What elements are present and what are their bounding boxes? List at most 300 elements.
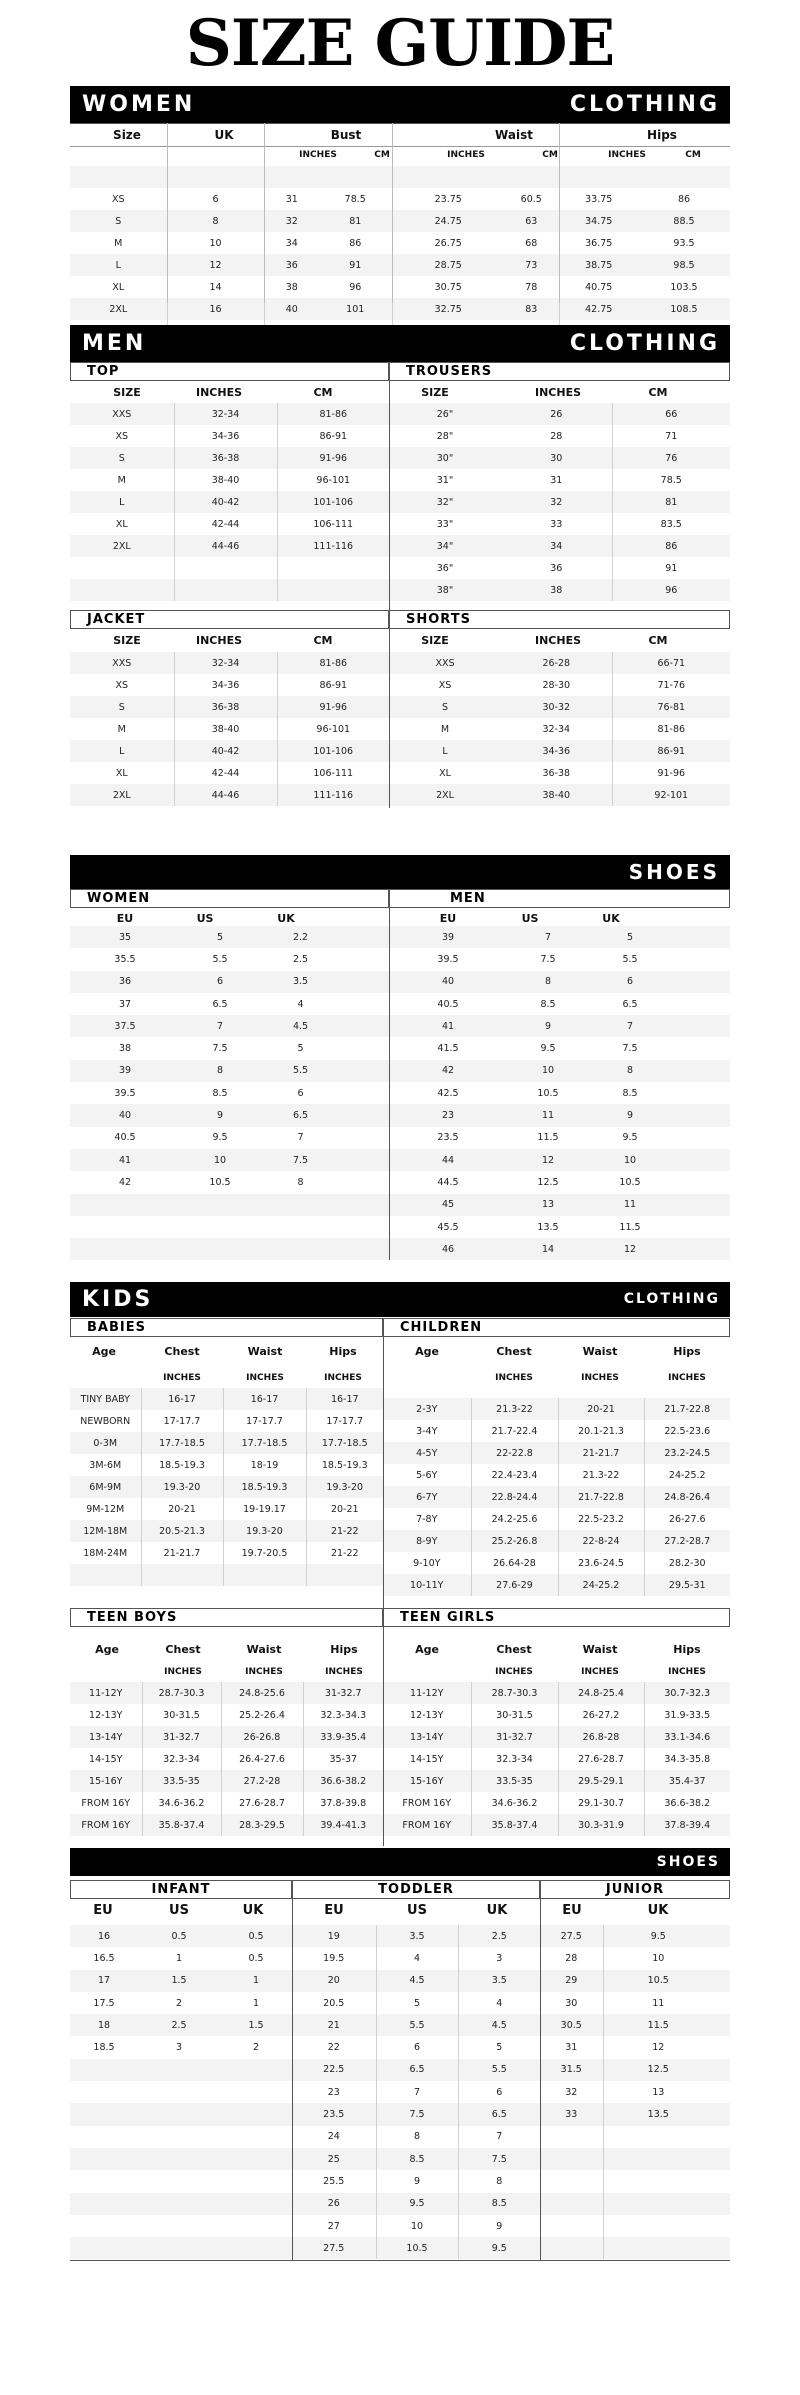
table-cell: 7 <box>297 1132 304 1144</box>
table-cell <box>540 2148 603 2170</box>
table-cell: FROM 16Y <box>402 1797 452 1809</box>
table-row <box>292 2215 540 2237</box>
table-cell: 34-36 <box>174 674 277 696</box>
table-cell: 25.2-26.4 <box>221 1704 303 1726</box>
table-row <box>70 513 389 535</box>
table-cell: 91-96 <box>612 762 730 784</box>
table-cell <box>713 2059 730 2081</box>
table-cell: 36 <box>70 971 180 993</box>
table-cell: 31-32.7 <box>471 1726 558 1748</box>
table-cell: 4 <box>297 998 304 1010</box>
table-row <box>70 1520 383 1542</box>
teen-boys-headers <box>70 1643 383 1657</box>
table-row <box>70 2036 292 2058</box>
table-cell: 1.5 <box>138 1970 220 1992</box>
table-cell: 30 <box>565 1997 578 2009</box>
table-cell: 18 <box>70 2014 138 2036</box>
table-cell: 26-27.6 <box>644 1508 730 1530</box>
table-row <box>389 718 730 740</box>
header-chest: Chest <box>496 1643 532 1656</box>
table-row <box>389 784 730 806</box>
table-row <box>70 1792 383 1814</box>
table-cell: 17.5 <box>93 1997 115 2009</box>
table-cell: 16-17 <box>306 1388 383 1410</box>
table-cell: 13 <box>507 1194 589 1216</box>
table-cell: 7.5 <box>622 1043 638 1055</box>
table-row <box>70 2148 292 2170</box>
table-cell: 19 <box>292 1925 376 1947</box>
table-cell: 8.5 <box>376 2148 458 2170</box>
table-cell: 9 <box>507 1015 589 1037</box>
table-cell: 9.5 <box>376 2193 458 2215</box>
table-cell: 38 <box>118 1043 132 1055</box>
table-cell <box>504 166 559 188</box>
table-row <box>70 1432 383 1454</box>
table-cell: 71-76 <box>612 674 730 696</box>
table-cell: 81-86 <box>612 718 730 740</box>
table-cell <box>540 2126 603 2148</box>
table-cell: 23.5 <box>292 2103 376 2125</box>
table-cell: 25.2-26.8 <box>471 1530 558 1552</box>
table-cell: 9.5 <box>458 2237 540 2259</box>
table-cell: 1 <box>252 1997 260 2009</box>
table-cell: 5.5 <box>376 2014 458 2036</box>
table-cell: 2XL <box>70 535 174 557</box>
men-bar-label: MEN <box>82 331 147 356</box>
table-cell: 42.75 <box>559 298 638 320</box>
page-title: SIZE GUIDE <box>185 6 615 81</box>
table-cell <box>603 2215 713 2237</box>
header-cm: CM <box>648 386 668 399</box>
table-row <box>292 1925 540 1947</box>
table-cell: 7 <box>589 1015 671 1037</box>
table-row <box>70 403 389 425</box>
table-cell: 33.75 <box>559 188 638 210</box>
table-cell: 19.7-20.5 <box>223 1542 306 1564</box>
table-cell: 3.5 <box>458 1970 540 1992</box>
men-shoes-label: MEN <box>389 889 730 908</box>
toddler-headers <box>292 1903 540 1917</box>
table-cell: 8.5 <box>212 1087 228 1099</box>
table-cell: 33" <box>436 518 454 530</box>
table-row <box>70 166 730 188</box>
table-row <box>389 1015 730 1037</box>
table-cell: 10.5 <box>619 1176 641 1188</box>
header-chest: Chest <box>496 1345 532 1358</box>
unit-label: INCHES <box>668 1373 706 1383</box>
table-cell <box>603 2148 713 2170</box>
header-uk: UK <box>242 1903 264 1918</box>
table-cell: 17-17.7 <box>141 1410 223 1432</box>
table-row <box>70 1814 383 1836</box>
table-cell <box>671 1082 730 1104</box>
table-cell: 30 <box>501 447 612 469</box>
table-cell: 40 <box>389 971 507 993</box>
table-cell: 21-21.7 <box>558 1442 644 1464</box>
table-cell: 24-25.2 <box>644 1464 730 1486</box>
unit-label: INCHES <box>608 150 646 160</box>
table-cell: 13.5 <box>603 2103 713 2125</box>
table-cell <box>180 1238 260 1260</box>
junior-section-label: JUNIOR <box>540 1880 730 1899</box>
table-row <box>70 2193 292 2215</box>
table-cell <box>713 2237 730 2259</box>
table-cell: 9.5 <box>540 1043 556 1055</box>
table-cell: 19-19.17 <box>223 1498 306 1520</box>
table-cell: 33.5-35 <box>142 1770 221 1792</box>
table-cell: 5 <box>589 926 671 948</box>
table-row <box>70 1925 292 1947</box>
table-cell: 20.1-21.3 <box>558 1420 644 1442</box>
table-cell: 6.5 <box>458 2103 540 2125</box>
table-cell <box>603 2193 713 2215</box>
men-shoes-table <box>389 926 730 1260</box>
table-cell: 34.6-36.2 <box>471 1792 558 1814</box>
table-cell: 31-32.7 <box>142 1726 221 1748</box>
table-row <box>70 557 389 579</box>
table-cell: 11 <box>507 1104 589 1126</box>
table-row <box>70 926 389 948</box>
table-cell: 6.5 <box>260 1104 341 1126</box>
table-cell: 37.5 <box>70 1015 180 1037</box>
table-cell: 81 <box>319 210 392 232</box>
table-cell: 26 <box>501 403 612 425</box>
header-chest: Chest <box>165 1643 201 1656</box>
table-cell: 32-34 <box>542 723 571 735</box>
table-cell: 12-13Y <box>89 1709 123 1721</box>
table-cell <box>671 1104 730 1126</box>
table-cell: 44.5 <box>437 1176 459 1188</box>
table-cell: 6 <box>458 2081 540 2103</box>
table-cell: 15-16Y <box>70 1770 142 1792</box>
table-cell: 23.2-24.5 <box>644 1442 730 1464</box>
table-row <box>292 2103 540 2125</box>
table-cell <box>220 2059 292 2081</box>
table-row <box>70 762 389 784</box>
clothing-bar-label: CLOTHING <box>569 92 720 117</box>
table-row <box>70 718 389 740</box>
table-cell: 29 <box>540 1970 603 1992</box>
header-size: SIZE <box>421 634 449 647</box>
jacket-table <box>70 652 389 806</box>
table-row <box>70 1104 389 1126</box>
table-cell <box>603 2237 713 2259</box>
junior-table <box>540 1925 730 2259</box>
table-cell: 44-46 <box>174 784 277 806</box>
children-unit-headers <box>383 1373 730 1385</box>
table-cell: 14-15Y <box>410 1753 444 1765</box>
table-cell <box>671 1238 730 1260</box>
table-row <box>383 1442 730 1464</box>
table-row <box>389 1216 730 1238</box>
header-chest: Chest <box>164 1345 200 1358</box>
table-cell <box>70 1564 141 1586</box>
header-eu: EU <box>562 1903 582 1918</box>
table-cell: 28 <box>565 1952 578 1964</box>
table-row <box>383 1792 730 1814</box>
table-cell: 31.9-33.5 <box>644 1704 730 1726</box>
table-cell: 12 <box>603 2036 713 2058</box>
table-cell: 31.5 <box>540 2059 603 2081</box>
table-row <box>383 1508 730 1530</box>
table-cell: 17-17.7 <box>306 1410 383 1432</box>
table-row <box>70 1238 389 1260</box>
infant-headers <box>70 1903 292 1917</box>
table-row <box>292 2126 540 2148</box>
table-cell: 22.8-24.4 <box>471 1486 558 1508</box>
table-cell <box>70 2170 138 2192</box>
table-row <box>389 993 730 1015</box>
table-cell: 39.5 <box>114 1087 136 1099</box>
table-cell: 30" <box>389 447 501 469</box>
table-cell: 7 <box>458 2126 540 2148</box>
table-row <box>383 1770 730 1792</box>
table-cell: 19.3-20 <box>141 1476 223 1498</box>
table-cell: 17.7-18.5 <box>141 1432 223 1454</box>
table-cell: 22 <box>327 2042 340 2054</box>
table-cell: XL <box>112 281 125 293</box>
unit-label: INCHES <box>581 1373 619 1383</box>
teen-girls-headers <box>383 1643 730 1657</box>
table-row <box>383 1530 730 1552</box>
table-cell: 17 <box>70 1970 138 1992</box>
table-cell: 6.5 <box>376 2059 458 2081</box>
table-cell: 14 <box>167 276 264 298</box>
header-inches: INCHES <box>195 634 243 647</box>
teen-girls-section-label: TEEN GIRLS <box>383 1608 730 1627</box>
table-cell: 28 <box>550 430 563 442</box>
table-cell: 32.3-34 <box>142 1748 221 1770</box>
table-row <box>70 1060 389 1082</box>
table-cell <box>141 1564 223 1586</box>
table-cell: 8 <box>376 2126 458 2148</box>
table-cell <box>671 1171 730 1193</box>
header-size: SIZE <box>113 386 141 399</box>
table-cell: 31 <box>565 2042 578 2054</box>
table-cell: 24.8-26.4 <box>644 1486 730 1508</box>
table-cell: 10 <box>180 1149 260 1171</box>
table-cell <box>341 1171 389 1193</box>
table-cell: 36.6-38.2 <box>644 1792 730 1814</box>
table-cell <box>341 1015 389 1037</box>
table-cell: FROM 16Y <box>81 1797 131 1809</box>
table-cell: 26-26.8 <box>221 1726 303 1748</box>
table-cell: XXS <box>70 403 174 425</box>
table-cell: 10.5 <box>376 2237 458 2259</box>
table-cell: S <box>70 210 167 232</box>
teen-boys-table <box>70 1682 383 1836</box>
table-cell: 32 <box>501 491 612 513</box>
table-cell: 24.75 <box>392 210 504 232</box>
table-cell: XS <box>115 430 129 442</box>
table-cell: S <box>70 447 174 469</box>
trousers-table <box>389 403 730 601</box>
table-cell <box>341 1238 389 1260</box>
table-cell: 10 <box>589 1149 671 1171</box>
table-cell: 28.7-30.3 <box>471 1682 558 1704</box>
women-header-border <box>70 123 730 124</box>
table-cell: XL <box>115 767 128 779</box>
table-cell: 9 <box>376 2170 458 2192</box>
table-cell: 35-37 <box>303 1748 383 1770</box>
table-row <box>292 1992 540 2014</box>
table-cell: 24.8-25.4 <box>558 1682 644 1704</box>
table-row <box>389 1149 730 1171</box>
table-cell: 25.5 <box>323 2175 345 2187</box>
table-row <box>70 1149 389 1171</box>
table-cell: 28.7-30.3 <box>142 1682 221 1704</box>
table-cell: 66 <box>612 403 730 425</box>
table-cell: 9.5 <box>603 1925 713 1947</box>
header-cm: CM <box>313 386 333 399</box>
table-cell: 91-96 <box>277 696 389 718</box>
table-cell <box>220 2103 292 2125</box>
table-cell: 35 <box>70 926 180 948</box>
table-cell: 26-27.2 <box>558 1704 644 1726</box>
table-row <box>389 652 730 674</box>
table-row <box>292 2237 540 2259</box>
table-cell: 2XL <box>70 784 174 806</box>
table-cell: 91 <box>319 254 392 276</box>
table-row <box>70 210 730 232</box>
table-cell: 11 <box>589 1194 671 1216</box>
table-cell: L <box>70 254 167 276</box>
table-cell: 71 <box>612 425 730 447</box>
table-cell: 26-28 <box>501 652 612 674</box>
table-cell: 2 <box>252 2042 260 2054</box>
table-cell: 13.5 <box>537 1221 559 1233</box>
table-cell: 9.5 <box>622 1132 638 1144</box>
table-cell: 10 <box>507 1060 589 1082</box>
men-clothing-bar <box>70 325 730 362</box>
table-cell <box>341 993 389 1015</box>
table-cell <box>70 2215 138 2237</box>
table-row <box>70 1770 383 1792</box>
table-cell: 22-22.8 <box>471 1442 558 1464</box>
table-row <box>540 2148 730 2170</box>
table-cell: 13-14Y <box>70 1726 142 1748</box>
table-cell: 27.6-29 <box>471 1574 558 1596</box>
table-cell: XXS <box>70 652 174 674</box>
table-cell: 27.2-28.7 <box>644 1530 730 1552</box>
header-hips: Hips <box>673 1345 701 1358</box>
children-table <box>383 1398 730 1596</box>
unit-label: INCHES <box>163 1373 201 1383</box>
table-cell: 11 <box>603 1992 713 2014</box>
table-cell <box>70 579 174 601</box>
table-cell <box>174 579 277 601</box>
table-cell: 36-38 <box>542 767 571 779</box>
table-row <box>70 784 389 806</box>
table-cell: 30.5 <box>540 2014 603 2036</box>
header-bust: Bust <box>330 128 362 142</box>
table-cell <box>540 2193 603 2215</box>
table-row <box>540 2103 730 2125</box>
table-cell: 37 <box>118 998 132 1010</box>
table-row <box>383 1748 730 1770</box>
table-cell: 4 <box>376 1947 458 1969</box>
table-cell: 0.5 <box>138 1925 220 1947</box>
header-hips: Hips <box>329 1345 357 1358</box>
unit-label: INCHES <box>447 150 485 160</box>
women-clothing-bar <box>70 86 730 123</box>
table-cell: 96 <box>349 281 362 293</box>
table-cell: 11-12Y <box>383 1682 471 1704</box>
table-row <box>70 993 389 1015</box>
table-row <box>70 1498 383 1520</box>
table-cell: 31 <box>550 474 563 486</box>
table-cell: 24.8-25.6 <box>221 1682 303 1704</box>
top-section-label: TOP <box>70 362 389 381</box>
table-row <box>70 2215 292 2237</box>
table-cell: 46 <box>389 1238 507 1260</box>
table-cell: 22-8-24 <box>558 1530 644 1552</box>
table-row <box>70 1970 292 1992</box>
table-cell: 34 <box>501 535 612 557</box>
table-cell: 2.2 <box>260 926 341 948</box>
table-cell <box>220 2193 292 2215</box>
header-age: Age <box>95 1643 119 1656</box>
table-cell <box>713 2148 730 2170</box>
table-cell: 73 <box>504 254 559 276</box>
table-cell: 3 <box>175 2042 183 2054</box>
table-cell: 29.5-29.1 <box>558 1770 644 1792</box>
table-cell <box>341 1104 389 1126</box>
table-row <box>70 2103 292 2125</box>
table-cell: 20.5 <box>323 1997 345 2009</box>
table-cell <box>138 2126 220 2148</box>
table-row <box>70 1127 389 1149</box>
table-row <box>540 1970 730 1992</box>
babies-table <box>70 1388 383 1586</box>
table-cell: 10.5 <box>537 1087 559 1099</box>
table-cell: 2.5 <box>292 953 309 965</box>
table-cell: 88.5 <box>638 210 730 232</box>
table-row <box>70 696 389 718</box>
table-row <box>292 2081 540 2103</box>
babies-headers <box>70 1345 383 1359</box>
kids-shoes-divider <box>540 1880 541 2260</box>
table-row <box>70 535 389 557</box>
table-cell: XXS <box>389 652 501 674</box>
unit-label: INCHES <box>581 1667 619 1677</box>
table-cell: 27.2-28 <box>221 1770 303 1792</box>
table-cell: 42-44 <box>174 762 277 784</box>
jacket-section-label: JACKET <box>70 610 389 629</box>
table-row <box>70 2014 292 2036</box>
table-row <box>70 1171 389 1193</box>
table-cell <box>220 2215 292 2237</box>
table-cell: 35.8-37.4 <box>471 1814 558 1836</box>
table-row <box>540 2170 730 2192</box>
table-cell: 12 <box>589 1238 671 1260</box>
table-row <box>70 2081 292 2103</box>
women-shoes-label: WOMEN <box>70 889 389 908</box>
table-row <box>70 948 389 970</box>
table-cell: 17.7-18.5 <box>223 1432 306 1454</box>
table-cell: 40 <box>264 298 319 320</box>
table-row <box>383 1464 730 1486</box>
header-size: SIZE <box>421 386 449 399</box>
table-cell: 11.5 <box>619 1221 641 1233</box>
table-cell: 19.3-20 <box>223 1520 306 1542</box>
table-cell: 40 <box>70 1104 180 1126</box>
table-cell: 8 <box>589 1060 671 1082</box>
table-cell <box>671 1194 730 1216</box>
table-cell: 37.8-39.8 <box>303 1792 383 1814</box>
table-cell <box>260 1216 341 1238</box>
table-row <box>70 491 389 513</box>
